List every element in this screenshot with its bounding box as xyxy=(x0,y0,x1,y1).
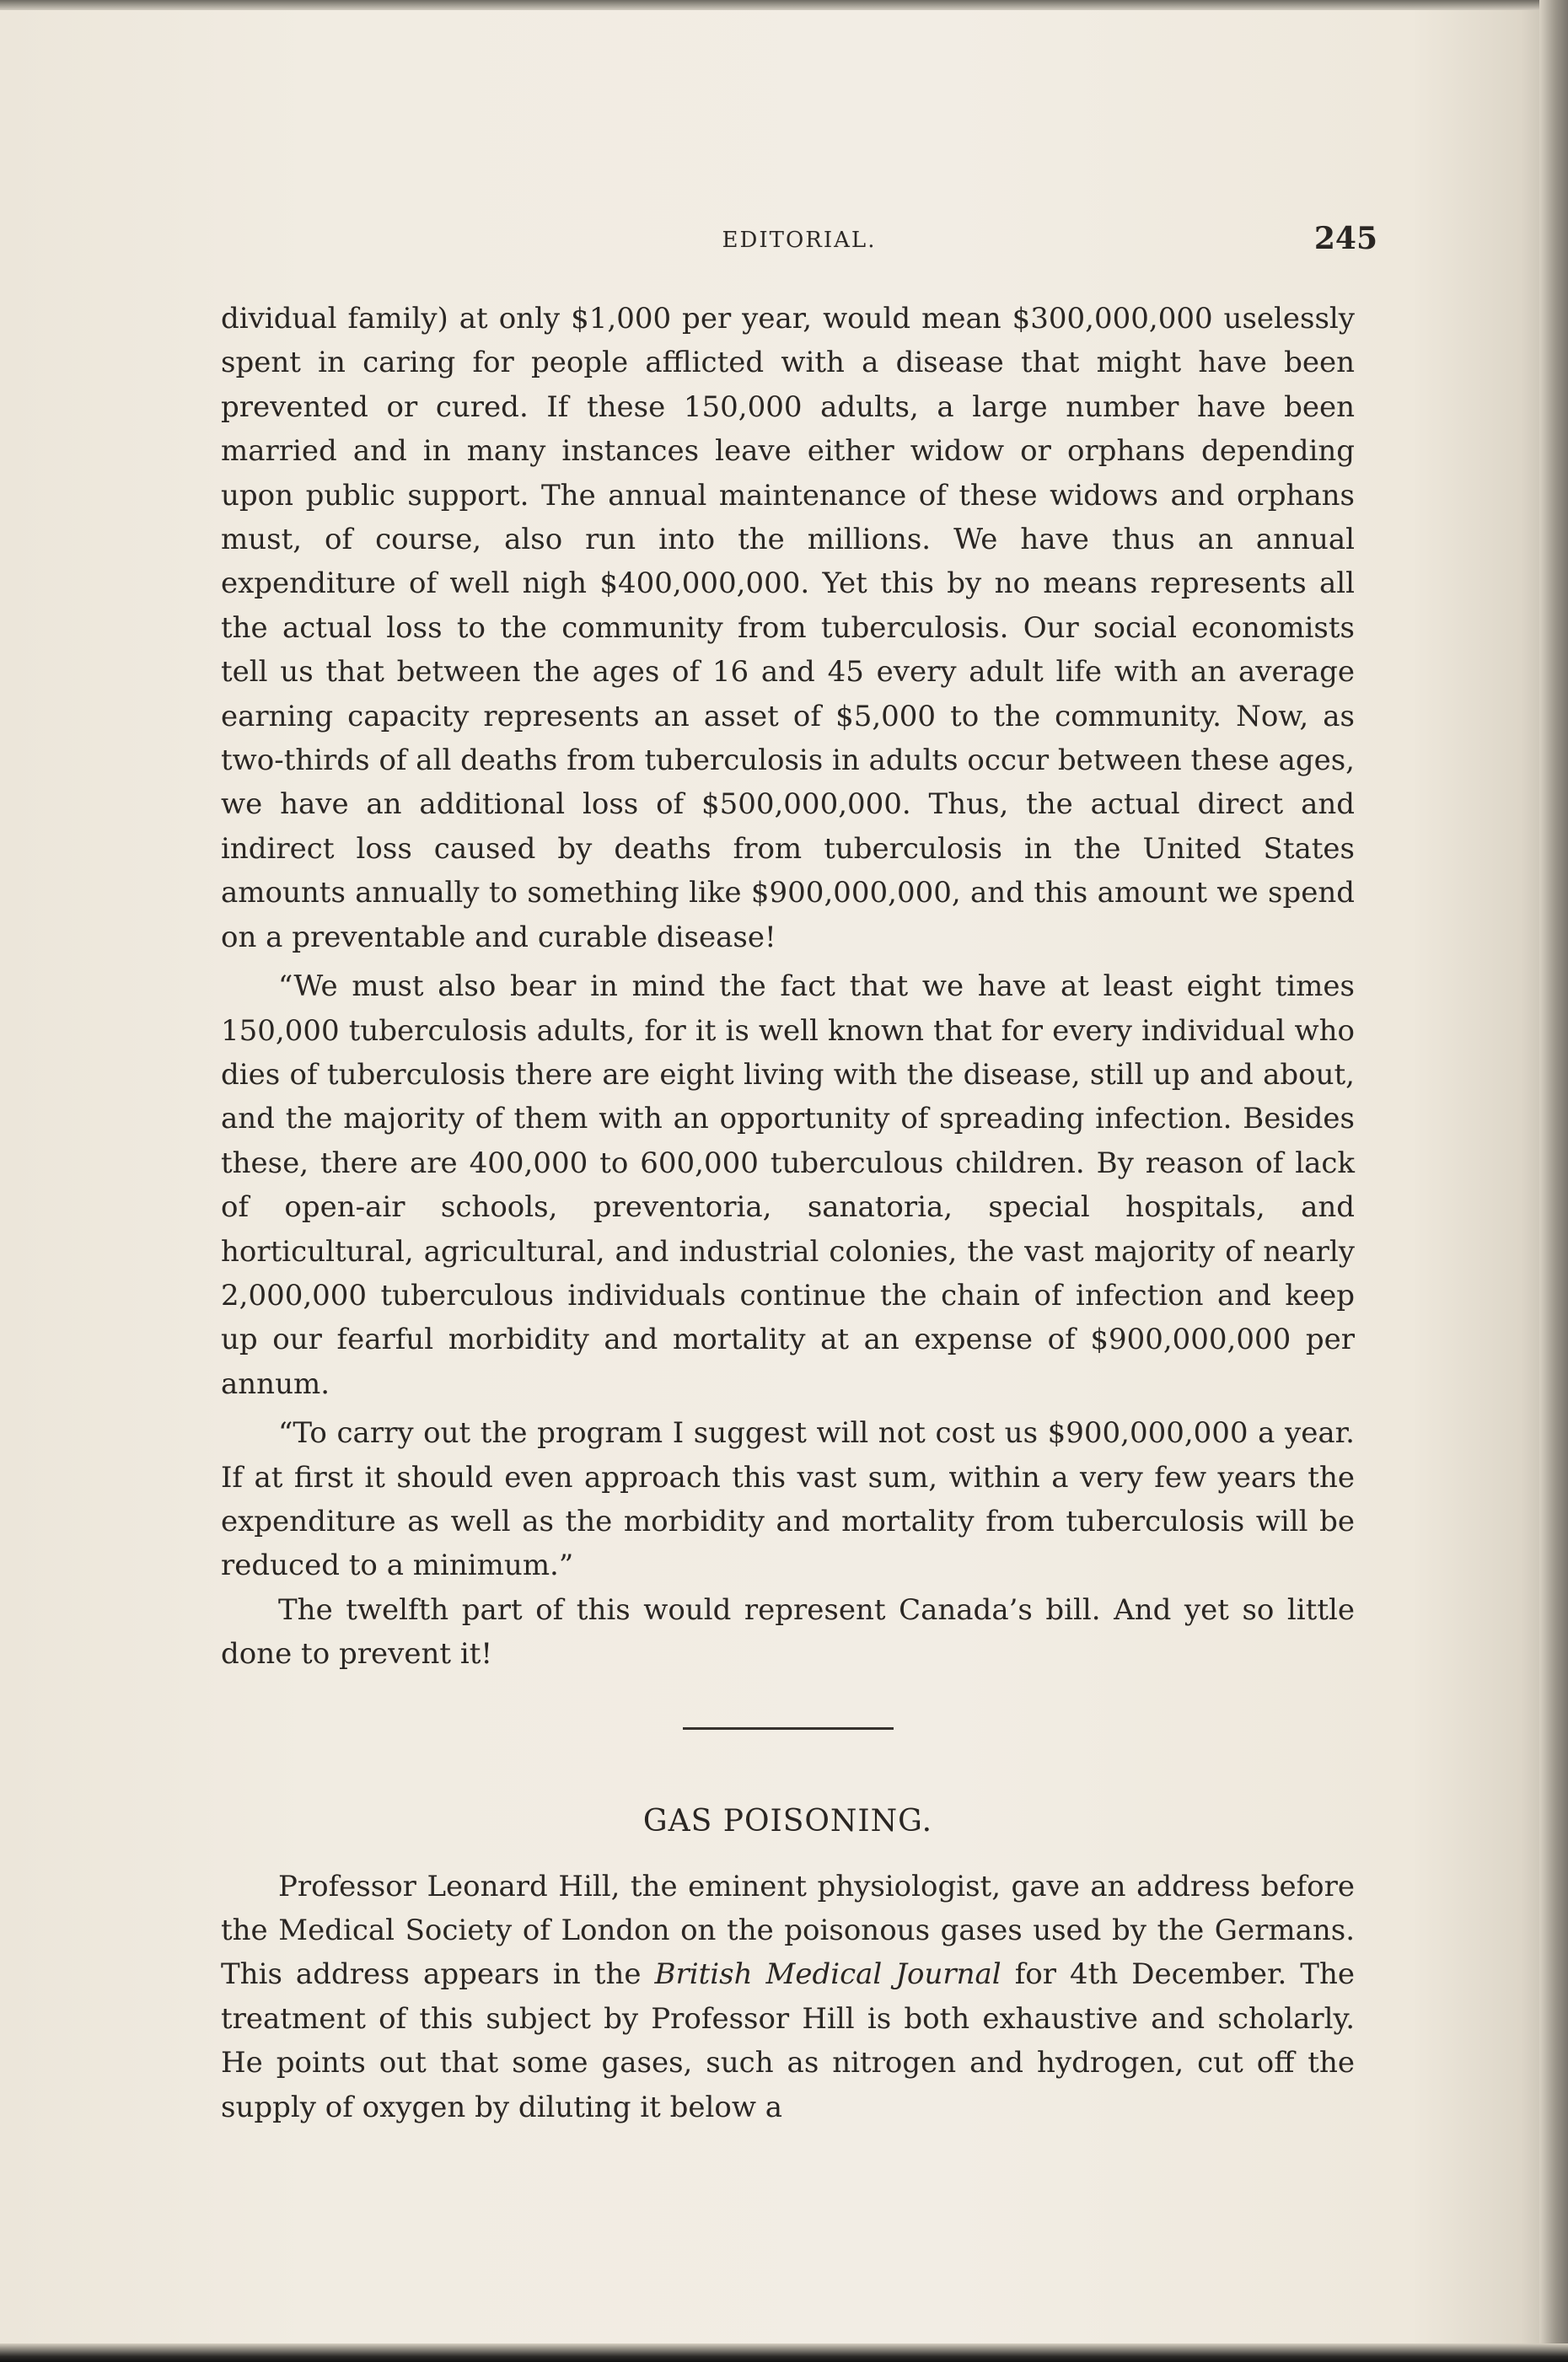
paragraph-canada-bill: The twelfth part of this would represent Canada’s bill. And yet so little done to prevent it! xyxy=(221,1592,1355,1672)
section-divider-rule xyxy=(683,1727,894,1730)
paragraph-gas-poisoning xyxy=(221,1865,1355,2129)
journal-title: British Medical Journal xyxy=(654,1957,1001,1992)
paragraph-quote-first: “We must also bear in mind the fact that we have at least eight times 150,000 tuberculosis adults, for it is well known that for every individual who dies of tuberculosis there are eight living with the disease, still up and about, and the majority of them with an opportunity of spreading infection. Besides these, there are 400,000 to 600,000 tuberculous children. By reason of lack of open-air schools, preventoria, sanatoria, special hospitals, and horticultural, agricultural, and industrial colonies, the vast majority of nearly 2,000,000 tuberculous individuals continue the chain of infection and keep up our fearful morbidity and mortality at an expense of $900,000,000 per annum. xyxy=(221,969,1355,1401)
page-header xyxy=(221,221,1377,271)
page-top-edge xyxy=(0,0,1568,10)
paragraph-quote-second: “To carry out the program I suggest will not cost us $900,000,000 a year. If at first it should even approach this vast sum, within a very few years the expenditure as well as the morbidity and mortality from tuberculosis will be reduced to a minimum.” xyxy=(221,1416,1355,1583)
gas-paragraph-opening: Professor Leonard Hill, the eminent physiologist, gave an address before the Medical Society of London on the poisonous gases used by the Germans. This address appears in the xyxy=(221,1869,1355,1992)
main-text xyxy=(221,297,1355,2129)
page-bottom-edge xyxy=(0,2343,1568,2362)
gas-paragraph-continuation: for 4th December. The treatment of this subject by Professor Hill is both exhaustive and scholarly. He points out that some gases, such as nitrogen and hydrogen, cut off the supply of oxygen by diluting it below a xyxy=(221,1957,1356,2124)
page-number: 245 xyxy=(1313,221,1377,256)
page-binding-edge xyxy=(1539,0,1568,2362)
paragraph-continued: dividual family) at only $1,000 per year, would mean $300,000,000 uselessly spent in caring for people afflicted with a disease that might have been prevented or cured. If these 150,000 adults, a large number have been married and in many instances leave either widow or orphans depending upon public support. The annual maintenance of these widows and orphans must, of course, also run into the millions. We have thus an annual expenditure of well nigh $400,000,000. Yet this by no means represents all the actual loss to the community from tuberculosis. Our social economists tell us that between the ages of 16 and 45 every adult life with an average earning capacity represents an asset of $5,000 to the community. Now, as two-thirds of all deaths from tuberculosis in adults occur between these ages, we have an additional loss of $500,000,000. Thus, the actual direct and indirect loss caused by deaths from tuberculosis in the United States amounts annually to something like $900,000,000, and this amount we spend on a preventable and curable disease! xyxy=(221,302,1355,954)
section-title: GAS POISONING. xyxy=(642,1803,933,1839)
running-head: EDITORIAL. xyxy=(722,228,877,253)
